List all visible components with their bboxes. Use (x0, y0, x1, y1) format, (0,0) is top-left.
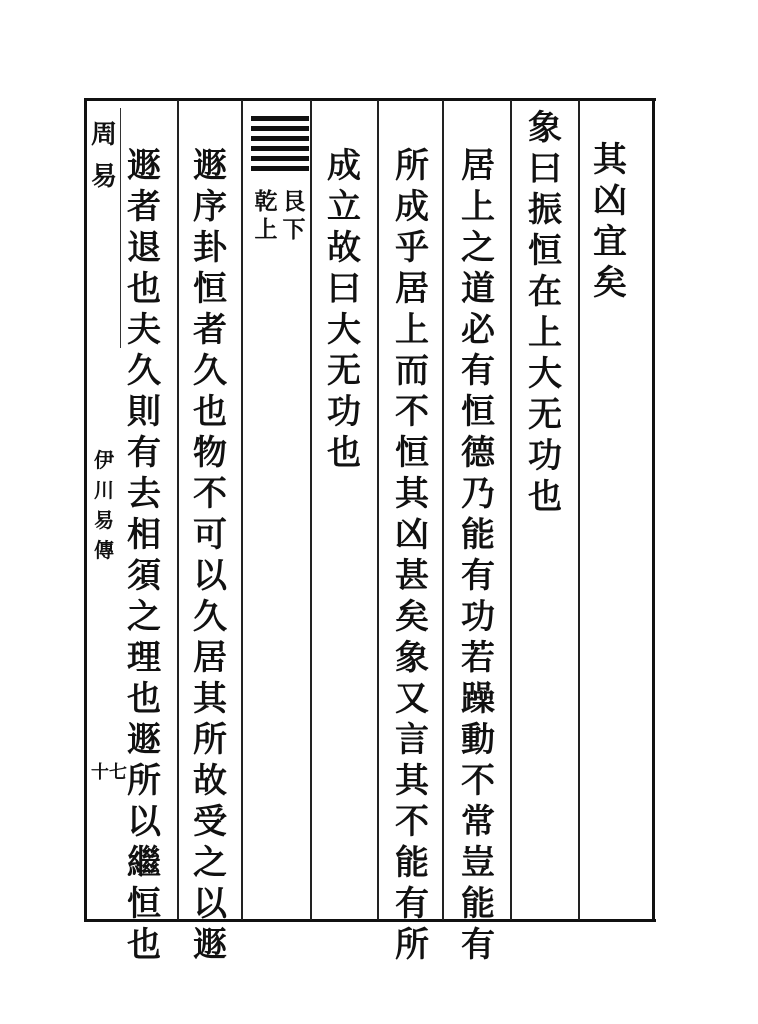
text-column (324, 146, 364, 474)
column-character: 居 (461, 146, 495, 186)
column-character: 其 (593, 140, 627, 180)
column-character: 恒 (395, 433, 429, 473)
column-rule (442, 100, 444, 920)
column-character: 遯 (127, 146, 161, 186)
column-character: 言 (395, 720, 429, 760)
margin-book-name (90, 445, 118, 565)
column-character: 久 (193, 597, 227, 637)
column-character: 序 (193, 187, 227, 227)
column-character: 以 (127, 802, 161, 842)
column-character: 久 (127, 351, 161, 391)
column-character: 若 (461, 638, 495, 678)
column-character: 象 (395, 638, 429, 678)
column-character: 所 (193, 720, 227, 760)
column-character: 立 (327, 187, 361, 227)
column-character: 之 (193, 843, 227, 883)
column-character: 受 (193, 802, 227, 842)
hexagram-solid-line (251, 146, 309, 151)
frame-left-border (84, 100, 87, 921)
column-character: 須 (127, 556, 161, 596)
column-character: 也 (528, 477, 562, 517)
column-character: 能 (461, 515, 495, 555)
hexagram-solid-line (251, 126, 309, 131)
column-character: 理 (127, 638, 161, 678)
column-character: 有 (395, 884, 429, 924)
small-character: 易 (90, 162, 117, 192)
column-character: 也 (127, 679, 161, 719)
column-character: 夫 (127, 310, 161, 350)
column-character: 功 (327, 392, 361, 432)
column-character: 其 (395, 474, 429, 514)
column-character: 者 (127, 187, 161, 227)
column-character: 居 (395, 269, 429, 309)
column-character: 象 (528, 108, 562, 148)
column-character: 動 (461, 720, 495, 760)
column-character: 遯 (193, 925, 227, 965)
hexagram-lower-trigram (280, 188, 308, 244)
column-character: 之 (127, 597, 161, 637)
column-character: 上 (528, 313, 562, 353)
column-character: 功 (528, 436, 562, 476)
column-character: 恒 (528, 231, 562, 271)
small-character: 乾 (254, 188, 278, 215)
column-character: 道 (461, 269, 495, 309)
column-character: 遯 (193, 146, 227, 186)
small-character: 艮 (282, 188, 306, 215)
column-character: 德 (461, 433, 495, 473)
column-character: 相 (127, 515, 161, 555)
column-character: 常 (461, 802, 495, 842)
column-character: 无 (528, 395, 562, 435)
column-character: 不 (395, 802, 429, 842)
column-character: 以 (193, 884, 227, 924)
margin-book-title (90, 108, 121, 348)
column-character: 所 (395, 925, 429, 965)
column-rule (377, 100, 379, 920)
column-character: 在 (528, 272, 562, 312)
column-character: 也 (127, 269, 161, 309)
text-column (190, 146, 230, 966)
column-character: 功 (461, 597, 495, 637)
column-character: 而 (395, 351, 429, 391)
small-character: 周 (90, 120, 117, 150)
column-character: 久 (193, 351, 227, 391)
column-character: 大 (327, 310, 361, 350)
small-character: 傳 (94, 538, 114, 562)
hexagram-solid-line (251, 116, 309, 121)
column-rule (177, 100, 179, 920)
text-column (124, 146, 164, 966)
column-character: 則 (127, 392, 161, 432)
small-character: 川 (94, 478, 114, 502)
column-character: 也 (327, 433, 361, 473)
column-character: 成 (327, 146, 361, 186)
column-character: 宜 (593, 222, 627, 262)
column-character: 甚 (395, 556, 429, 596)
column-character: 可 (193, 515, 227, 555)
column-character: 故 (327, 228, 361, 268)
column-character: 有 (461, 925, 495, 965)
column-character: 退 (127, 228, 161, 268)
column-character: 振 (528, 190, 562, 230)
column-character: 者 (193, 310, 227, 350)
column-character: 成 (395, 187, 429, 227)
column-character: 去 (127, 474, 161, 514)
frame-top-border (84, 98, 656, 101)
column-character: 其 (395, 761, 429, 801)
text-column (590, 140, 630, 304)
column-character: 能 (461, 884, 495, 924)
margin-title-top (90, 114, 118, 198)
hexagram-solid-line (251, 136, 309, 141)
column-character: 必 (461, 310, 495, 350)
column-character: 居 (193, 638, 227, 678)
column-character: 故 (193, 761, 227, 801)
small-character: 上 (254, 216, 278, 243)
column-character: 矣 (593, 263, 627, 303)
column-character: 恒 (461, 392, 495, 432)
column-character: 无 (327, 351, 361, 391)
column-character: 矣 (395, 597, 429, 637)
column-rule (241, 100, 243, 920)
hexagram-dun (251, 116, 309, 176)
column-character: 乎 (395, 228, 429, 268)
text-column (525, 108, 565, 518)
column-character: 能 (395, 843, 429, 883)
column-character: 有 (461, 351, 495, 391)
column-character: 也 (127, 925, 161, 965)
column-character: 豈 (461, 843, 495, 883)
column-character: 上 (461, 187, 495, 227)
frame-right-border (652, 100, 655, 921)
column-character: 曰 (327, 269, 361, 309)
column-character: 曰 (528, 149, 562, 189)
column-character: 遯 (127, 720, 161, 760)
column-character: 物 (193, 433, 227, 473)
column-character: 其 (193, 679, 227, 719)
column-character: 有 (127, 433, 161, 473)
column-character: 有 (461, 556, 495, 596)
small-character: 易 (94, 508, 114, 532)
column-character: 躁 (461, 679, 495, 719)
small-character: 伊 (94, 448, 114, 472)
column-character: 恒 (193, 269, 227, 309)
column-rule (310, 100, 312, 920)
column-character: 上 (395, 310, 429, 350)
column-character: 也 (193, 392, 227, 432)
text-column (392, 146, 432, 966)
column-character: 繼 (127, 843, 161, 883)
column-rule (578, 100, 580, 920)
column-rule (510, 100, 512, 920)
column-character: 所 (395, 146, 429, 186)
hexagram-upper-trigram (252, 188, 280, 244)
column-character: 凶 (395, 515, 429, 555)
column-character: 之 (461, 228, 495, 268)
frame-bottom-border (84, 919, 656, 922)
hexagram-broken-line (251, 156, 309, 161)
column-character: 恒 (127, 884, 161, 924)
column-character: 以 (193, 556, 227, 596)
column-character: 乃 (461, 474, 495, 514)
column-character: 凶 (593, 181, 627, 221)
column-character: 不 (193, 474, 227, 514)
column-character: 大 (528, 354, 562, 394)
column-character: 不 (461, 761, 495, 801)
page-number: 十七 (91, 762, 127, 783)
column-character: 不 (395, 392, 429, 432)
column-character: 又 (395, 679, 429, 719)
column-character: 所 (127, 761, 161, 801)
column-character: 卦 (193, 228, 227, 268)
small-character: 下 (282, 216, 306, 243)
hexagram-broken-line (251, 166, 309, 171)
text-column (458, 146, 498, 966)
